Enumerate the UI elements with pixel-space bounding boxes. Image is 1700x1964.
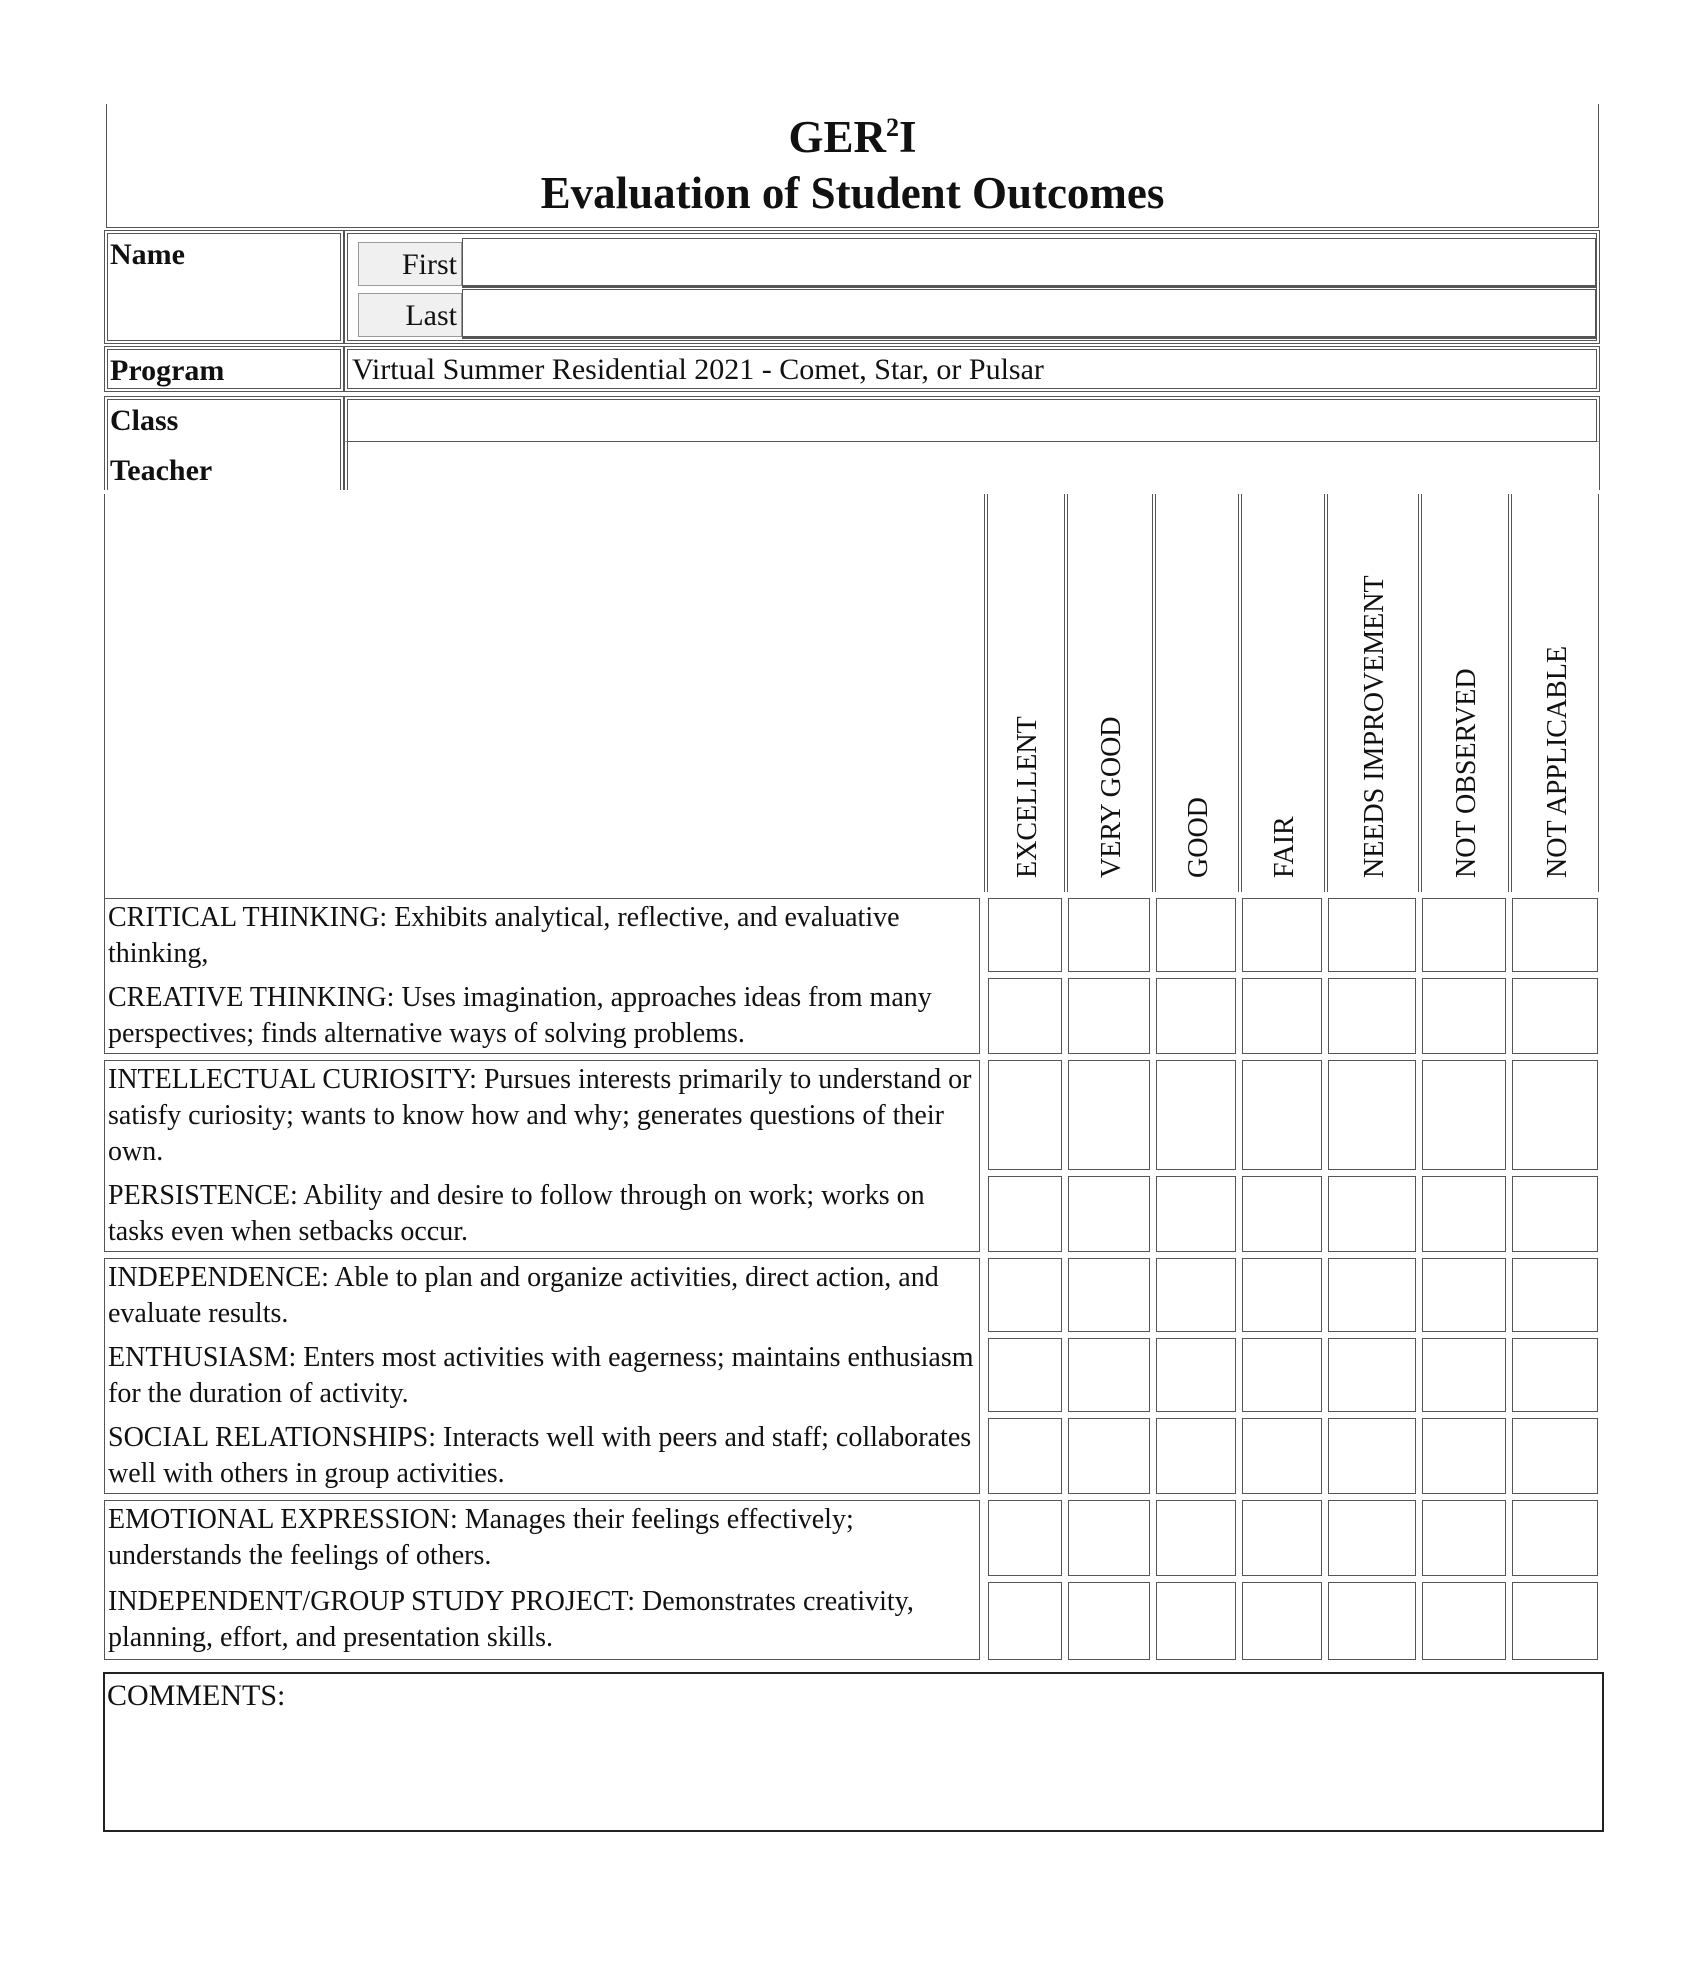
program-value: Virtual Summer Residential 2021 - Comet, Star, or Pulsar (352, 353, 1044, 386)
evaluation-grid (104, 494, 1600, 1666)
rating-cell-excellent[interactable] (988, 1418, 1062, 1494)
criterion-text: EMOTIONAL EXPRESSION: Manages their feelings effectively; understands the feelings of others. (108, 1504, 854, 1571)
rating-cell-fair[interactable] (1242, 1582, 1322, 1660)
rating-cell-very-good[interactable] (1068, 1582, 1150, 1660)
rating-cell-excellent[interactable] (988, 898, 1062, 972)
rating-cell-needs-improvement[interactable] (1328, 1338, 1416, 1412)
rating-header-not-observed (1418, 494, 1508, 892)
rating-cell-not-observed[interactable] (1422, 1060, 1506, 1170)
rating-cell-good[interactable] (1156, 1258, 1236, 1332)
rating-cell-not-applicable[interactable] (1512, 1418, 1598, 1494)
rating-cell-very-good[interactable] (1068, 1418, 1150, 1494)
rating-header-not-applicable (1508, 494, 1600, 892)
rating-cell-excellent[interactable] (988, 1176, 1062, 1252)
rating-cell-not-observed[interactable] (1422, 978, 1506, 1054)
rating-cell-fair[interactable] (1242, 1338, 1322, 1412)
rating-cell-good[interactable] (1156, 1176, 1236, 1252)
rating-cell-needs-improvement[interactable] (1328, 1176, 1416, 1252)
rating-cell-not-observed[interactable] (1422, 1338, 1506, 1412)
rating-header-label: NEEDS IMPROVEMENT (1359, 575, 1390, 878)
rating-cell-not-applicable[interactable] (1512, 898, 1598, 972)
rating-cell-very-good[interactable] (1068, 1060, 1150, 1170)
last-name-input[interactable] (462, 289, 1596, 339)
rating-cell-good[interactable] (1156, 1500, 1236, 1576)
rating-cell-needs-improvement[interactable] (1328, 1500, 1416, 1576)
rating-cell-not-observed[interactable] (1422, 1500, 1506, 1576)
rating-cell-needs-improvement[interactable] (1328, 1060, 1416, 1170)
rating-header-good (1152, 494, 1238, 892)
rating-cell-not-observed[interactable] (1422, 1418, 1506, 1494)
rating-cell-very-good[interactable] (1068, 978, 1150, 1054)
criterion-text: CREATIVE THINKING: Uses imagination, approaches ideas from many perspectives; finds alternative ways of solving problems. (108, 982, 932, 1049)
rating-cell-good[interactable] (1156, 978, 1236, 1054)
form-title-line1: GER$^2$I (788, 112, 917, 162)
rating-cell-very-good[interactable] (1068, 898, 1150, 972)
rating-header-label: NOT OBSERVED (1451, 668, 1482, 878)
rating-cell-very-good[interactable] (1068, 1176, 1150, 1252)
form-title-line2: Evaluation of Student Outcomes (540, 168, 1165, 218)
rating-cell-not-observed[interactable] (1422, 898, 1506, 972)
first-name-input[interactable] (462, 238, 1596, 288)
name-label: Name (110, 238, 185, 271)
class-label: Class (110, 404, 179, 437)
teacher-label: Teacher (110, 454, 213, 487)
rating-cell-fair[interactable] (1242, 978, 1322, 1054)
comments-box[interactable] (103, 1672, 1604, 1832)
rating-header-label: EXCELLENT (1012, 716, 1043, 878)
first-name-label: First (358, 242, 462, 286)
criterion-text: PERSISTENCE: Ability and desire to follow through on work; works on tasks even when setbacks occur. (108, 1180, 925, 1247)
last-name-label: Last (358, 293, 462, 337)
rating-cell-good[interactable] (1156, 898, 1236, 972)
rating-cell-needs-improvement[interactable] (1328, 898, 1416, 972)
rating-cell-very-good[interactable] (1068, 1338, 1150, 1412)
rating-cell-needs-improvement[interactable] (1328, 978, 1416, 1054)
rating-header-right-border (1598, 494, 1601, 892)
criterion-text: INDEPENDENT/GROUP STUDY PROJECT: Demonstrates creativity, planning, effort, and presentation skills. (108, 1586, 914, 1653)
rating-cell-very-good[interactable] (1068, 1258, 1150, 1332)
rating-header-needs-improvement (1324, 494, 1418, 892)
rating-cell-not-applicable[interactable] (1512, 978, 1598, 1054)
rating-cell-excellent[interactable] (988, 1582, 1062, 1660)
rating-cell-not-applicable[interactable] (1512, 1500, 1598, 1576)
rating-cell-excellent[interactable] (988, 1338, 1062, 1412)
rating-cell-not-applicable[interactable] (1512, 1060, 1598, 1170)
rating-cell-fair[interactable] (1242, 1060, 1322, 1170)
rating-cell-fair[interactable] (1242, 1176, 1322, 1252)
class-value-cell[interactable] (344, 396, 1600, 442)
rating-cell-needs-improvement[interactable] (1328, 1258, 1416, 1332)
rating-cell-excellent[interactable] (988, 978, 1062, 1054)
rating-cell-not-applicable[interactable] (1512, 1582, 1598, 1660)
rating-cell-good[interactable] (1156, 1060, 1236, 1170)
criterion-text: SOCIAL RELATIONSHIPS: Interacts well with peers and staff; collaborates well with others in group activities. (108, 1422, 972, 1489)
rating-cell-fair[interactable] (1242, 898, 1322, 972)
name-label-cell (104, 230, 344, 344)
rating-cell-not-applicable[interactable] (1512, 1176, 1598, 1252)
comments-label: COMMENTS: (107, 1679, 286, 1712)
rating-header-fair (1238, 494, 1324, 892)
title-block (106, 104, 1599, 228)
program-value-cell[interactable] (344, 346, 1600, 392)
rating-cell-good[interactable] (1156, 1338, 1236, 1412)
rating-cell-not-applicable[interactable] (1512, 1338, 1598, 1412)
class-label-cell (104, 396, 344, 490)
rating-header-label: GOOD (1183, 797, 1214, 878)
program-label: Program (110, 354, 225, 387)
rating-cell-excellent[interactable] (988, 1500, 1062, 1576)
teacher-value-cell[interactable] (344, 442, 1600, 490)
program-label-cell (104, 346, 344, 392)
name-fields-cell (344, 230, 1600, 344)
criterion-text: ENTHUSIASM: Enters most activities with eagerness; maintains enthusiasm for the duration of activity. (108, 1342, 974, 1409)
rating-cell-fair[interactable] (1242, 1258, 1322, 1332)
rating-cell-fair[interactable] (1242, 1418, 1322, 1494)
rating-header-label: FAIR (1269, 816, 1300, 878)
rating-cell-needs-improvement[interactable] (1328, 1418, 1416, 1494)
criteria-header-border (104, 494, 107, 898)
rating-header-very-good (1064, 494, 1152, 892)
rating-cell-excellent[interactable] (988, 1060, 1062, 1170)
rating-header-label: NOT APPLICABLE (1542, 645, 1573, 878)
rating-cell-fair[interactable] (1242, 1500, 1322, 1576)
rating-header-excellent (984, 494, 1064, 892)
criterion-text: INDEPENDENCE: Able to plan and organize activities, direct action, and evaluate results. (108, 1262, 939, 1329)
criterion-text: CRITICAL THINKING: Exhibits analytical, reflective, and evaluative thinking, (108, 902, 900, 969)
rating-cell-good[interactable] (1156, 1418, 1236, 1494)
rating-cell-excellent[interactable] (988, 1258, 1062, 1332)
criterion-text: INTELLECTUAL CURIOSITY: Pursues interests primarily to understand or satisfy curiosity; wants to know how and why; generates questions of their own. (108, 1064, 972, 1167)
rating-cell-very-good[interactable] (1068, 1500, 1150, 1576)
rating-cell-not-observed[interactable] (1422, 1176, 1506, 1252)
rating-header-label: VERY GOOD (1096, 716, 1127, 878)
rating-cell-not-observed[interactable] (1422, 1258, 1506, 1332)
rating-cell-not-observed[interactable] (1422, 1582, 1506, 1660)
rating-cell-not-applicable[interactable] (1512, 1258, 1598, 1332)
rating-cell-good[interactable] (1156, 1582, 1236, 1660)
rating-cell-needs-improvement[interactable] (1328, 1582, 1416, 1660)
